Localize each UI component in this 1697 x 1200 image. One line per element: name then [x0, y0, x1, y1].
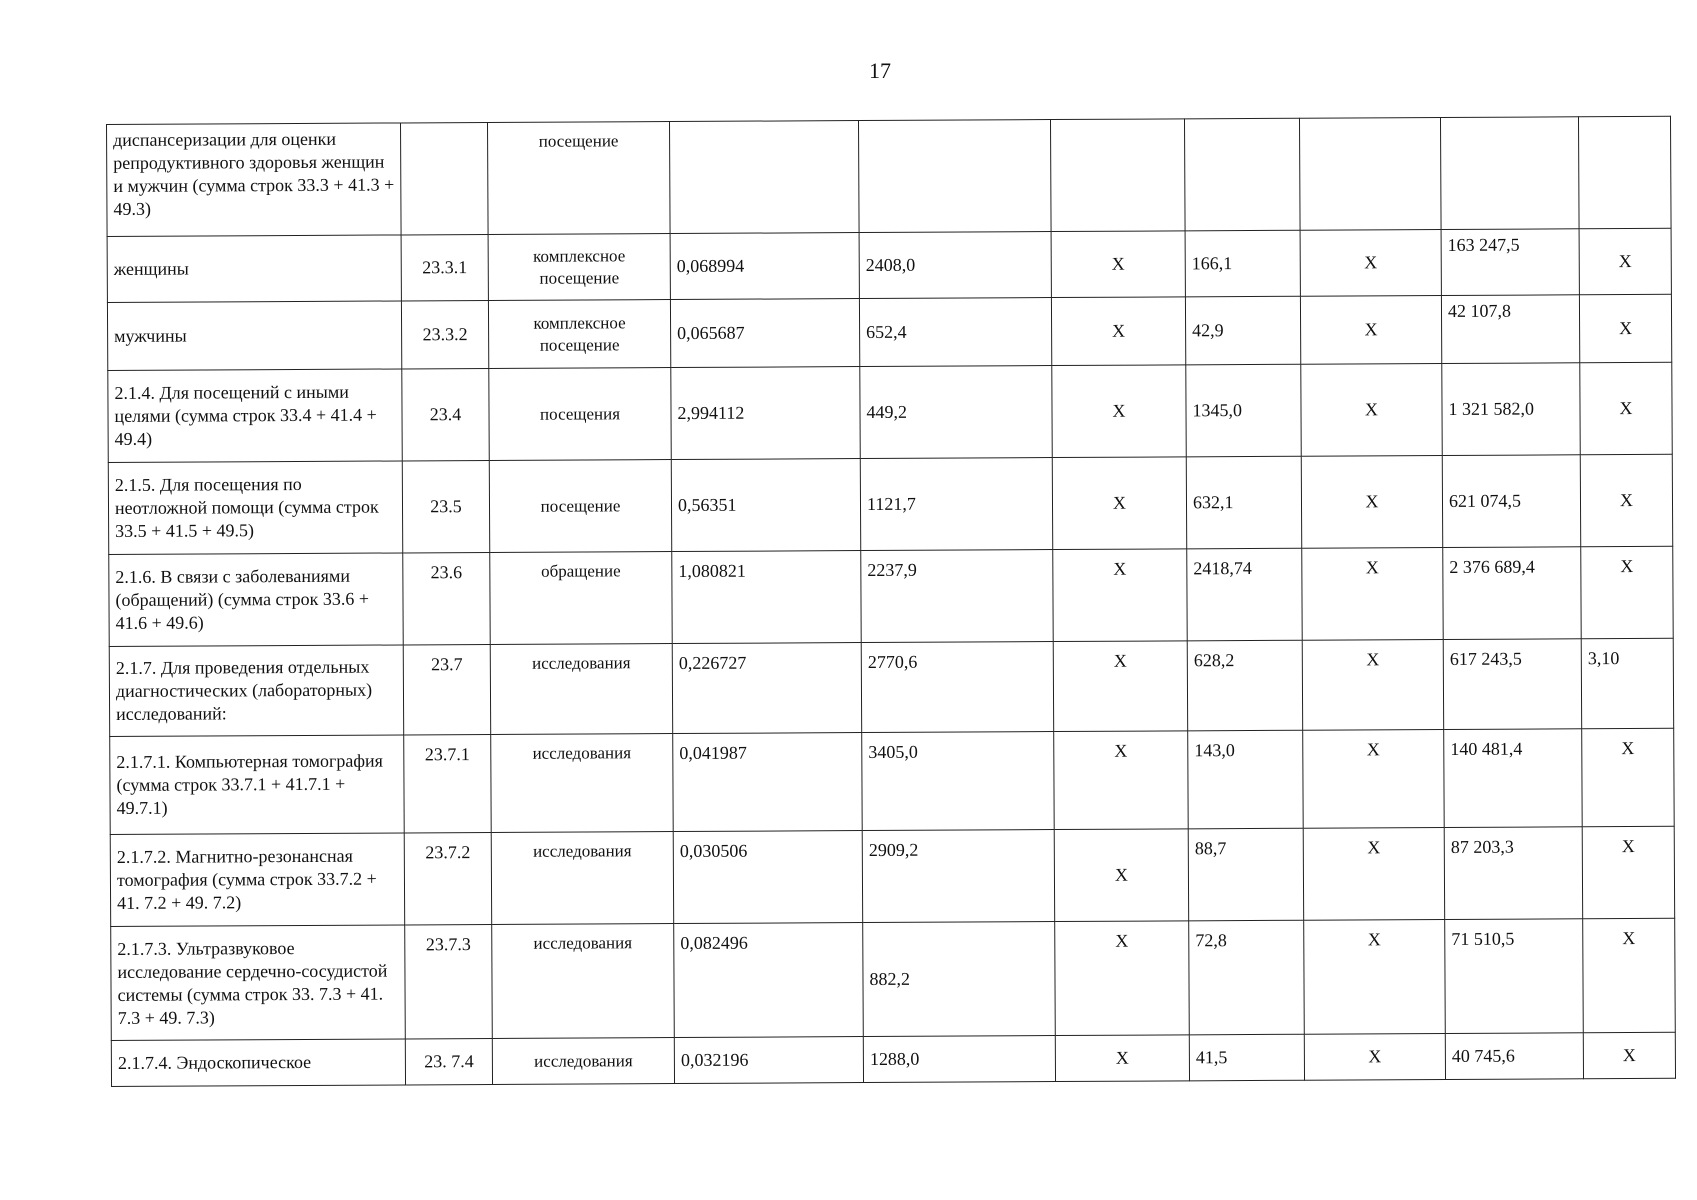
- row-norm-cell: 0,56351: [671, 459, 860, 552]
- row-code-cell: 23.7: [403, 644, 490, 734]
- row-unit-cell: обращение: [490, 552, 672, 645]
- row-x2-cell: X: [1304, 1034, 1445, 1081]
- row-cost-cell: 882,2: [863, 922, 1056, 1037]
- row-v2-cell: 1 321 582,0: [1442, 363, 1580, 456]
- row-x2-cell: X: [1301, 456, 1442, 549]
- row-x1-cell: X: [1052, 365, 1186, 458]
- row-code-cell: 23.3.1: [401, 235, 488, 301]
- row-v2-cell: [1440, 117, 1579, 230]
- row-x3-cell: 3,10: [1581, 638, 1673, 728]
- row-code-cell: 23.7.2: [404, 832, 491, 924]
- row-norm-cell: 2,994112: [671, 367, 860, 460]
- row-name-cell: 2.1.5. Для посещения по неотложной помощи (сумма строк 33.5 + 41.5 + 49.5): [108, 461, 402, 555]
- row-name-cell: 2.1.7. Для проведения отдельных диагностических (лабораторных) исследований:: [109, 645, 403, 737]
- row-x3-cell: X: [1580, 362, 1672, 454]
- table-row: [110, 728, 1674, 834]
- row-x1-cell: X: [1054, 731, 1189, 830]
- table-row: [108, 454, 1672, 554]
- row-cost-cell: 1288,0: [863, 1036, 1055, 1083]
- row-v1-cell: 88,7: [1188, 828, 1303, 921]
- row-name-cell: 2.1.7.2. Магнитно-резонансная томография (сумма строк 33.7.2 + 41. 7.2 + 49. 7.2): [110, 833, 404, 927]
- row-x3-cell: X: [1579, 228, 1671, 294]
- row-v2-cell: 42 107,8: [1441, 295, 1579, 364]
- row-unit-cell: комплексное посещение: [488, 300, 670, 369]
- row-x2-cell: [1299, 118, 1441, 231]
- row-x1-cell: X: [1054, 829, 1188, 922]
- row-unit-cell: исследования: [490, 644, 672, 735]
- row-x1-cell: X: [1051, 231, 1185, 298]
- row-v2-cell: 617 243,5: [1443, 639, 1581, 730]
- row-x2-cell: X: [1300, 230, 1441, 297]
- row-cost-cell: 2909,2: [862, 830, 1054, 923]
- row-v2-cell: 40 745,6: [1445, 1033, 1583, 1080]
- row-x1-cell: X: [1053, 641, 1187, 732]
- row-code-cell: [400, 123, 488, 235]
- row-x3-cell: X: [1581, 546, 1673, 638]
- table-row: [111, 1032, 1675, 1086]
- row-name-cell: 2.1.7.4. Эндоскопическое: [111, 1039, 405, 1087]
- row-code-cell: 23.6: [403, 552, 490, 644]
- row-cost-cell: 2408,0: [859, 232, 1051, 299]
- table-row: [107, 228, 1671, 302]
- row-name-cell: 2.1.6. В связи с заболеваниями (обращений) (сумма строк 33.6 + 41.6 + 49.6): [109, 553, 403, 647]
- row-x1-cell: X: [1055, 921, 1190, 1036]
- table-row: [108, 362, 1672, 462]
- row-x2-cell: X: [1302, 548, 1443, 641]
- row-v1-cell: 166,1: [1185, 230, 1300, 297]
- row-norm-cell: 0,030506: [673, 831, 862, 924]
- row-x1-cell: X: [1053, 549, 1187, 642]
- row-v1-cell: 143,0: [1188, 730, 1304, 829]
- row-name-cell: 2.1.7.3. Ультразвуковое исследование сердечно-сосудистой системы (сумма строк 33. 7.3 + 41. 7.3 + 49. 7.3): [111, 925, 406, 1041]
- row-unit-cell: исследования: [492, 924, 675, 1039]
- row-norm-cell: 0,032196: [674, 1037, 863, 1084]
- page-number: 17: [869, 58, 891, 83]
- row-unit-cell: исследования: [491, 734, 674, 833]
- row-name-cell: диспансеризации для оценки репродуктивного здоровья женщин и мужчин (сумма строк 33.3 + 41.3 + 49.3): [107, 123, 402, 237]
- row-cost-cell: [858, 120, 1051, 233]
- row-x3-cell: X: [1583, 918, 1676, 1032]
- row-code-cell: 23.7.1: [404, 734, 492, 832]
- row-x3-cell: X: [1580, 454, 1672, 546]
- row-norm-cell: 0,082496: [674, 923, 864, 1038]
- row-v1-cell: 42,9: [1185, 296, 1300, 365]
- row-v1-cell: [1184, 118, 1300, 231]
- row-norm-cell: 0,068994: [670, 233, 859, 300]
- row-v2-cell: 163 247,5: [1441, 229, 1579, 296]
- row-v1-cell: 628,2: [1187, 640, 1302, 731]
- row-norm-cell: 0,041987: [673, 733, 863, 832]
- table-row: [110, 826, 1674, 926]
- row-cost-cell: 3405,0: [862, 732, 1055, 831]
- row-unit-cell: комплексное посещение: [488, 234, 670, 301]
- norms-table: [106, 116, 1676, 1087]
- row-norm-cell: 1,080821: [672, 551, 861, 644]
- row-x2-cell: X: [1303, 828, 1444, 921]
- row-x1-cell: X: [1055, 1035, 1189, 1082]
- table-row: [109, 638, 1673, 736]
- table-row: [107, 116, 1672, 236]
- row-v2-cell: 87 203,3: [1444, 827, 1582, 920]
- row-x1-cell: X: [1051, 297, 1185, 366]
- row-x3-cell: X: [1583, 1032, 1675, 1078]
- row-v2-cell: 621 074,5: [1442, 455, 1580, 548]
- row-code-cell: 23. 7.4: [405, 1038, 492, 1084]
- row-unit-cell: посещения: [489, 368, 671, 461]
- row-x3-cell: X: [1579, 294, 1671, 362]
- row-x2-cell: X: [1300, 296, 1441, 365]
- row-x2-cell: X: [1304, 920, 1446, 1035]
- row-name-cell: 2.1.7.1. Компьютерная томография (сумма строк 33.7.1 + 41.7.1 + 49.7.1): [110, 735, 405, 835]
- row-unit-cell: исследования: [491, 832, 673, 925]
- row-code-cell: 23.4: [402, 368, 489, 460]
- row-v2-cell: 71 510,5: [1445, 919, 1584, 1034]
- row-v1-cell: 72,8: [1189, 920, 1305, 1035]
- row-unit-cell: посещение: [487, 122, 670, 235]
- row-x3-cell: X: [1582, 728, 1675, 826]
- row-name-cell: мужчины: [107, 301, 401, 371]
- row-code-cell: 23.3.2: [401, 301, 488, 369]
- row-v1-cell: 632,1: [1186, 456, 1301, 549]
- row-x2-cell: X: [1303, 730, 1445, 829]
- table-row: [111, 918, 1676, 1040]
- table-row: [109, 546, 1673, 646]
- row-cost-cell: 652,4: [859, 298, 1051, 367]
- row-norm-cell: 0,226727: [672, 643, 861, 734]
- row-v2-cell: 140 481,4: [1444, 729, 1583, 828]
- row-norm-cell: 0,065687: [670, 299, 859, 368]
- row-unit-cell: исследования: [492, 1038, 674, 1085]
- row-x1-cell: [1050, 119, 1185, 232]
- row-cost-cell: 2770,6: [861, 642, 1053, 733]
- row-x2-cell: X: [1301, 364, 1442, 457]
- row-x2-cell: X: [1302, 640, 1443, 731]
- row-code-cell: 23.5: [402, 460, 489, 552]
- row-v1-cell: 2418,74: [1187, 548, 1302, 641]
- row-x1-cell: X: [1052, 457, 1186, 550]
- row-x3-cell: [1578, 116, 1671, 228]
- document-sheet: [106, 116, 1675, 1087]
- row-code-cell: 23.7.3: [405, 924, 493, 1038]
- row-v1-cell: 1345,0: [1186, 364, 1301, 457]
- row-norm-cell: [669, 121, 859, 234]
- row-cost-cell: 449,2: [860, 366, 1052, 459]
- row-cost-cell: 1121,7: [860, 458, 1052, 551]
- table-row: [107, 294, 1671, 370]
- row-unit-cell: посещение: [489, 460, 671, 553]
- row-name-cell: женщины: [107, 235, 401, 303]
- row-cost-cell: 2237,9: [861, 550, 1053, 643]
- row-v2-cell: 2 376 689,4: [1443, 547, 1581, 640]
- row-x3-cell: X: [1582, 826, 1674, 918]
- row-name-cell: 2.1.4. Для посещений с иными целями (сумма строк 33.4 + 41.4 + 49.4): [108, 369, 402, 463]
- row-v1-cell: 41,5: [1189, 1034, 1304, 1081]
